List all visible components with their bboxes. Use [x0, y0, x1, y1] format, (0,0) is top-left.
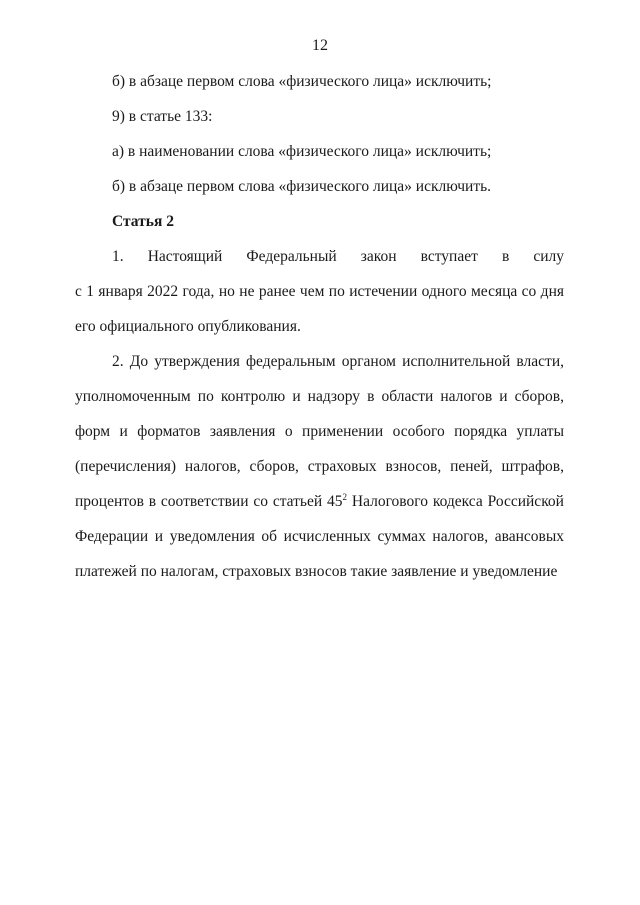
paragraph: с 1 января 2022 года, но не ранее чем по истечении одного месяца со дня его официального опубликования.	[75, 283, 564, 335]
paragraph	[75, 344, 564, 589]
superscript: 2	[342, 492, 348, 502]
paragraph: а) в наименовании слова «физического лица» исключить;	[112, 143, 492, 160]
paragraph: 9) в статье 133:	[112, 108, 213, 125]
paragraph: б) в абзаце первом слова «физического лица» исключить;	[112, 73, 492, 90]
paragraph-text: 2. До утверждения федеральным органом исполнительной власти, уполномоченным по контролю и надзору в области налогов и сборов, форм и форматов заявления о применении особого порядка уплаты (перечисления) налогов, сборов, страховых взносов, пеней, штрафов, процентов в соответствии со статьей 45	[75, 353, 564, 510]
document-body	[75, 64, 564, 589]
paragraph: б) в абзаце первом слова «физического лица» исключить.	[112, 178, 492, 195]
paragraph-text: Налогового кодекса Российской Федерации и уведомления об исчисленных суммах налогов, авансовых платежей по налогам, страховых взносов такие заявление и уведомление	[75, 493, 564, 580]
paragraph-line: 1. Настоящий Федеральный закон вступает в силу	[112, 248, 564, 265]
article-heading: Статья 2	[112, 213, 174, 230]
page-number: 12	[312, 37, 328, 54]
